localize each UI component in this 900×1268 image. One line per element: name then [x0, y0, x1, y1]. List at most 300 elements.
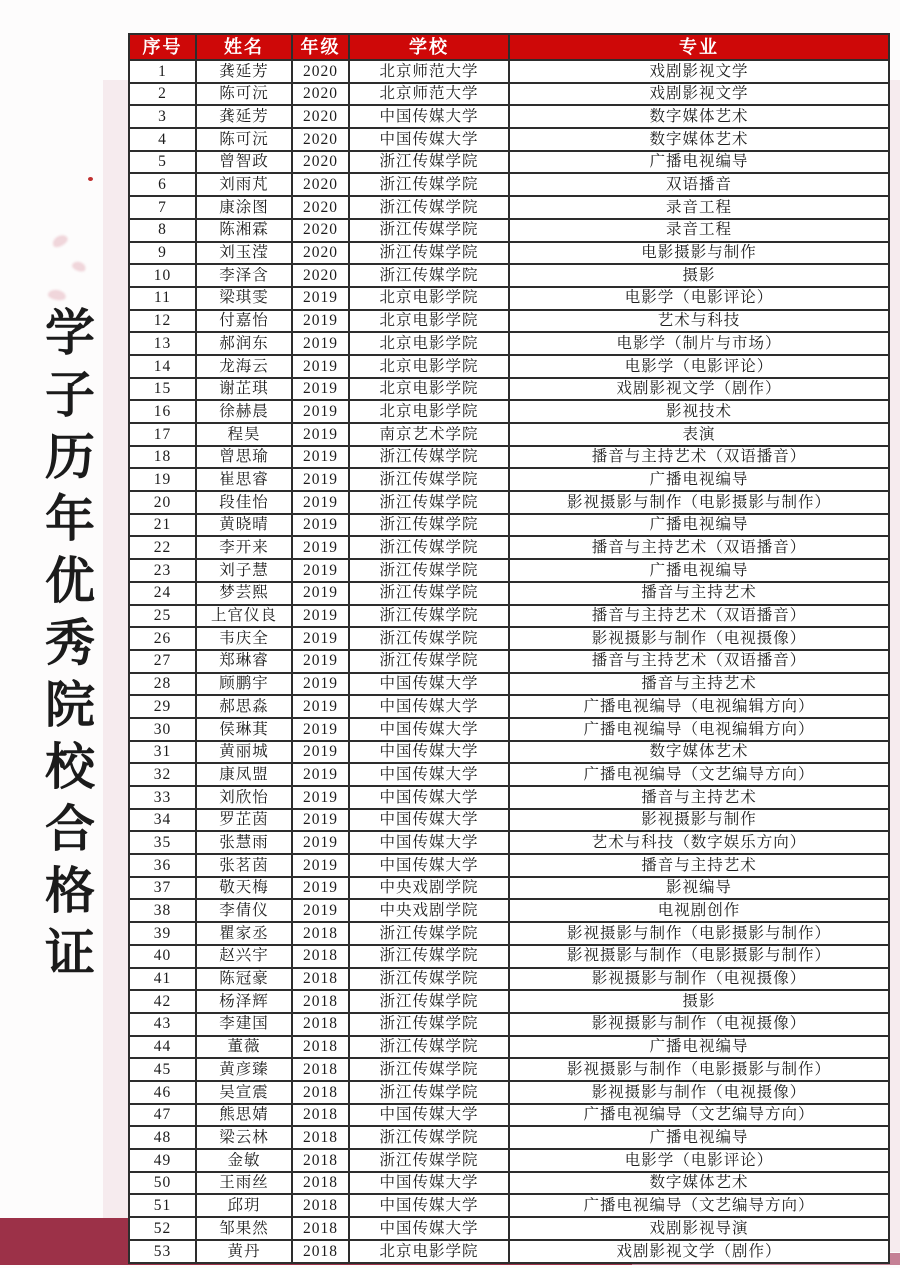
cell-grade: 2019	[292, 536, 349, 559]
cell-grade: 2018	[292, 1240, 349, 1263]
cell-name: 崔思睿	[196, 468, 292, 491]
cell-school: 浙江传媒学院	[349, 491, 509, 514]
cell-name: 董薇	[196, 1036, 292, 1059]
cell-major: 影视摄影与制作（电视摄像）	[509, 1013, 889, 1036]
cell-grade: 2019	[292, 378, 349, 401]
cell-major: 戏剧影视导演	[509, 1217, 889, 1240]
cell-major: 艺术与科技（数字娱乐方向）	[509, 831, 889, 854]
cell-major: 数字媒体艺术	[509, 105, 889, 128]
cell-school: 北京师范大学	[349, 83, 509, 106]
cell-grade: 2019	[292, 605, 349, 628]
cell-name: 熊思婧	[196, 1104, 292, 1127]
cell-index: 41	[129, 968, 196, 991]
table-row	[129, 968, 889, 991]
cell-index: 48	[129, 1126, 196, 1149]
table-row	[129, 718, 889, 741]
table-row	[129, 400, 889, 423]
cell-index: 31	[129, 741, 196, 764]
cell-school: 北京电影学院	[349, 1240, 509, 1263]
cell-name: 吴宣震	[196, 1081, 292, 1104]
cell-name: 曾智政	[196, 151, 292, 174]
cell-index: 9	[129, 242, 196, 265]
petal-decoration	[71, 260, 87, 273]
cell-index: 1	[129, 60, 196, 83]
cell-grade: 2018	[292, 1194, 349, 1217]
cell-grade: 2019	[292, 491, 349, 514]
certificate-table	[128, 33, 890, 1264]
cell-index: 15	[129, 378, 196, 401]
cell-school: 中国传媒大学	[349, 854, 509, 877]
table-row	[129, 990, 889, 1013]
cell-grade: 2019	[292, 718, 349, 741]
cell-major: 影视摄影与制作（电影摄影与制作）	[509, 945, 889, 968]
cell-school: 中国传媒大学	[349, 1172, 509, 1195]
table-row	[129, 1058, 889, 1081]
cell-major: 广播电视编导	[509, 514, 889, 537]
cell-name: 赵兴宇	[196, 945, 292, 968]
cell-grade: 2020	[292, 83, 349, 106]
cell-grade: 2019	[292, 695, 349, 718]
column-header-index: 序号	[129, 34, 196, 60]
cell-major: 戏剧影视文学（剧作）	[509, 378, 889, 401]
cell-major: 戏剧影视文学（剧作）	[509, 1240, 889, 1263]
cell-index: 17	[129, 423, 196, 446]
table-row	[129, 1240, 889, 1263]
cell-major: 影视摄影与制作（电影摄影与制作）	[509, 922, 889, 945]
cell-school: 浙江传媒学院	[349, 1126, 509, 1149]
table-row	[129, 627, 889, 650]
cell-school: 浙江传媒学院	[349, 1058, 509, 1081]
cell-name: 刘子慧	[196, 559, 292, 582]
cell-grade: 2019	[292, 831, 349, 854]
cell-name: 敬天梅	[196, 877, 292, 900]
table-row	[129, 219, 889, 242]
column-header-school: 学校	[349, 34, 509, 60]
cell-name: 顾鹏宇	[196, 673, 292, 696]
cell-school: 北京电影学院	[349, 378, 509, 401]
petal-decoration	[51, 233, 70, 250]
cell-index: 53	[129, 1240, 196, 1263]
cell-grade: 2020	[292, 173, 349, 196]
table-row	[129, 378, 889, 401]
cell-grade: 2019	[292, 809, 349, 832]
cell-name: 陈湘霖	[196, 219, 292, 242]
cell-name: 康凤盟	[196, 763, 292, 786]
cell-name: 邹果然	[196, 1217, 292, 1240]
cell-index: 24	[129, 582, 196, 605]
cell-name: 龙海云	[196, 355, 292, 378]
cell-name: 陈可沅	[196, 128, 292, 151]
cell-school: 浙江传媒学院	[349, 922, 509, 945]
cell-grade: 2019	[292, 332, 349, 355]
cell-school: 北京师范大学	[349, 60, 509, 83]
cell-name: 梁云林	[196, 1126, 292, 1149]
cell-grade: 2019	[292, 627, 349, 650]
cell-name: 康涂图	[196, 196, 292, 219]
cell-name: 陈冠豪	[196, 968, 292, 991]
cell-school: 南京艺术学院	[349, 423, 509, 446]
cell-school: 浙江传媒学院	[349, 536, 509, 559]
cell-name: 郝思淼	[196, 695, 292, 718]
cell-grade: 2018	[292, 990, 349, 1013]
cell-grade: 2020	[292, 105, 349, 128]
cell-index: 14	[129, 355, 196, 378]
table-row	[129, 1126, 889, 1149]
cell-name: 黄晓晴	[196, 514, 292, 537]
cell-index: 22	[129, 536, 196, 559]
table-row	[129, 695, 889, 718]
cell-name: 曾思瑜	[196, 446, 292, 469]
cell-school: 中国传媒大学	[349, 1194, 509, 1217]
cell-grade: 2019	[292, 423, 349, 446]
cell-grade: 2020	[292, 242, 349, 265]
cell-name: 王雨丝	[196, 1172, 292, 1195]
cell-name: 付嘉怡	[196, 310, 292, 333]
cell-school: 浙江传媒学院	[349, 151, 509, 174]
cell-index: 21	[129, 514, 196, 537]
cell-grade: 2018	[292, 1013, 349, 1036]
cell-grade: 2018	[292, 1126, 349, 1149]
cell-school: 北京电影学院	[349, 355, 509, 378]
cell-name: 李开来	[196, 536, 292, 559]
table-row	[129, 196, 889, 219]
cell-major: 播音与主持艺术（双语播音）	[509, 446, 889, 469]
cell-school: 北京电影学院	[349, 287, 509, 310]
cell-school: 浙江传媒学院	[349, 242, 509, 265]
vertical-page-title: 学子历年优秀院校合格证	[38, 306, 94, 988]
table-row	[129, 536, 889, 559]
cell-school: 中国传媒大学	[349, 695, 509, 718]
cell-major: 播音与主持艺术（双语播音）	[509, 536, 889, 559]
cell-name: 罗芷茵	[196, 809, 292, 832]
cell-major: 戏剧影视文学	[509, 60, 889, 83]
cell-major: 播音与主持艺术	[509, 673, 889, 696]
cell-index: 3	[129, 105, 196, 128]
cell-name: 李建国	[196, 1013, 292, 1036]
cell-school: 浙江传媒学院	[349, 264, 509, 287]
table-row	[129, 173, 889, 196]
cell-school: 浙江传媒学院	[349, 514, 509, 537]
cell-index: 37	[129, 877, 196, 900]
table-row	[129, 831, 889, 854]
cell-index: 23	[129, 559, 196, 582]
table-row	[129, 877, 889, 900]
cell-major: 表演	[509, 423, 889, 446]
cell-index: 2	[129, 83, 196, 106]
cell-index: 26	[129, 627, 196, 650]
cell-grade: 2020	[292, 60, 349, 83]
cell-index: 38	[129, 899, 196, 922]
cell-school: 浙江传媒学院	[349, 968, 509, 991]
red-speck-decoration	[88, 177, 93, 181]
table-row	[129, 310, 889, 333]
cell-school: 浙江传媒学院	[349, 605, 509, 628]
cell-name: 段佳怡	[196, 491, 292, 514]
cell-index: 34	[129, 809, 196, 832]
cell-grade: 2020	[292, 196, 349, 219]
cell-major: 电影摄影与制作	[509, 242, 889, 265]
cell-school: 浙江传媒学院	[349, 1036, 509, 1059]
cell-name: 韦庆全	[196, 627, 292, 650]
cell-major: 广播电视编导	[509, 1036, 889, 1059]
cell-index: 5	[129, 151, 196, 174]
cell-name: 郑琳睿	[196, 650, 292, 673]
cell-major: 双语播音	[509, 173, 889, 196]
cell-index: 12	[129, 310, 196, 333]
cell-index: 28	[129, 673, 196, 696]
cell-school: 中国传媒大学	[349, 786, 509, 809]
cell-index: 32	[129, 763, 196, 786]
cell-name: 邱玥	[196, 1194, 292, 1217]
table-row	[129, 763, 889, 786]
table-row	[129, 786, 889, 809]
cell-school: 浙江传媒学院	[349, 650, 509, 673]
column-header-major: 专业	[509, 34, 889, 60]
cell-grade: 2018	[292, 945, 349, 968]
cell-name: 李倩仪	[196, 899, 292, 922]
cell-index: 11	[129, 287, 196, 310]
cell-major: 数字媒体艺术	[509, 1172, 889, 1195]
cell-index: 13	[129, 332, 196, 355]
cell-school: 浙江传媒学院	[349, 468, 509, 491]
cell-school: 浙江传媒学院	[349, 1149, 509, 1172]
cell-major: 影视摄影与制作（电视摄像）	[509, 1081, 889, 1104]
cell-major: 广播电视编导	[509, 559, 889, 582]
cell-index: 49	[129, 1149, 196, 1172]
cell-grade: 2018	[292, 968, 349, 991]
cell-grade: 2019	[292, 514, 349, 537]
cell-index: 25	[129, 605, 196, 628]
table-row	[129, 1172, 889, 1195]
cell-grade: 2020	[292, 264, 349, 287]
cell-grade: 2020	[292, 128, 349, 151]
cell-major: 播音与主持艺术	[509, 786, 889, 809]
table-row	[129, 650, 889, 673]
cell-major: 影视摄影与制作（电视摄像）	[509, 968, 889, 991]
cell-index: 30	[129, 718, 196, 741]
cell-grade: 2018	[292, 1081, 349, 1104]
table-row	[129, 741, 889, 764]
table-row	[129, 264, 889, 287]
table-header-row	[129, 34, 889, 60]
cell-index: 7	[129, 196, 196, 219]
table-row	[129, 242, 889, 265]
table-row	[129, 355, 889, 378]
cell-grade: 2019	[292, 877, 349, 900]
cell-name: 上官仪良	[196, 605, 292, 628]
cell-school: 中国传媒大学	[349, 1104, 509, 1127]
table-row	[129, 514, 889, 537]
cell-major: 播音与主持艺术（双语播音）	[509, 650, 889, 673]
cell-name: 黄彦臻	[196, 1058, 292, 1081]
cell-index: 45	[129, 1058, 196, 1081]
cell-name: 徐赫晨	[196, 400, 292, 423]
cell-grade: 2018	[292, 1217, 349, 1240]
cell-school: 北京电影学院	[349, 400, 509, 423]
cell-name: 金敏	[196, 1149, 292, 1172]
cell-major: 影视摄影与制作（电影摄影与制作）	[509, 1058, 889, 1081]
cell-major: 数字媒体艺术	[509, 741, 889, 764]
cell-major: 戏剧影视文学	[509, 83, 889, 106]
table-row	[129, 673, 889, 696]
cell-grade: 2018	[292, 1036, 349, 1059]
cell-grade: 2019	[292, 854, 349, 877]
cell-name: 梦芸熙	[196, 582, 292, 605]
cell-name: 张茗茵	[196, 854, 292, 877]
cell-grade: 2019	[292, 559, 349, 582]
cell-major: 电影学（电影评论）	[509, 1149, 889, 1172]
cell-name: 程昊	[196, 423, 292, 446]
cell-grade: 2019	[292, 673, 349, 696]
cell-school: 浙江传媒学院	[349, 559, 509, 582]
table-row	[129, 151, 889, 174]
column-header-grade: 年级	[292, 34, 349, 60]
cell-major: 广播电视编导（文艺编导方向）	[509, 763, 889, 786]
table-row	[129, 1217, 889, 1240]
cell-index: 47	[129, 1104, 196, 1127]
cell-grade: 2019	[292, 786, 349, 809]
cell-grade: 2019	[292, 650, 349, 673]
cell-major: 广播电视编导（文艺编导方向）	[509, 1104, 889, 1127]
cell-major: 播音与主持艺术	[509, 582, 889, 605]
table-row	[129, 922, 889, 945]
cell-index: 40	[129, 945, 196, 968]
cell-major: 广播电视编导	[509, 1126, 889, 1149]
cell-grade: 2019	[292, 741, 349, 764]
cell-major: 电影学（电影评论）	[509, 287, 889, 310]
table-row	[129, 1013, 889, 1036]
cell-index: 8	[129, 219, 196, 242]
table-row	[129, 287, 889, 310]
cell-name: 谢芷琪	[196, 378, 292, 401]
cell-name: 瞿家丞	[196, 922, 292, 945]
cell-school: 浙江传媒学院	[349, 1013, 509, 1036]
cell-grade: 2018	[292, 1172, 349, 1195]
cell-major: 广播电视编导	[509, 468, 889, 491]
cell-major: 电影学（制片与市场）	[509, 332, 889, 355]
table-row	[129, 1194, 889, 1217]
cell-school: 浙江传媒学院	[349, 945, 509, 968]
cell-index: 20	[129, 491, 196, 514]
cell-name: 陈可沅	[196, 83, 292, 106]
petal-decoration	[47, 289, 66, 302]
cell-grade: 2019	[292, 355, 349, 378]
cell-school: 中国传媒大学	[349, 763, 509, 786]
cell-school: 浙江传媒学院	[349, 173, 509, 196]
table-row	[129, 899, 889, 922]
cell-grade: 2019	[292, 446, 349, 469]
cell-index: 29	[129, 695, 196, 718]
table-row	[129, 128, 889, 151]
table-row	[129, 559, 889, 582]
table-row	[129, 60, 889, 83]
cell-school: 中国传媒大学	[349, 1217, 509, 1240]
cell-grade: 2018	[292, 1104, 349, 1127]
cell-index: 16	[129, 400, 196, 423]
cell-name: 黄丽城	[196, 741, 292, 764]
cell-grade: 2019	[292, 287, 349, 310]
cell-index: 50	[129, 1172, 196, 1195]
cell-school: 浙江传媒学院	[349, 446, 509, 469]
cell-school: 中央戏剧学院	[349, 877, 509, 900]
cell-major: 播音与主持艺术（双语播音）	[509, 605, 889, 628]
cell-grade: 2018	[292, 1149, 349, 1172]
cell-school: 中国传媒大学	[349, 831, 509, 854]
cell-name: 刘玉滢	[196, 242, 292, 265]
cell-school: 浙江传媒学院	[349, 990, 509, 1013]
table-row	[129, 1081, 889, 1104]
cell-grade: 2018	[292, 1058, 349, 1081]
table-row	[129, 582, 889, 605]
cell-index: 46	[129, 1081, 196, 1104]
cell-index: 52	[129, 1217, 196, 1240]
cell-major: 艺术与科技	[509, 310, 889, 333]
table-row	[129, 491, 889, 514]
cell-major: 电视剧创作	[509, 899, 889, 922]
cell-name: 杨泽辉	[196, 990, 292, 1013]
cell-index: 43	[129, 1013, 196, 1036]
cell-school: 中国传媒大学	[349, 741, 509, 764]
cell-name: 侯琳萁	[196, 718, 292, 741]
cell-major: 广播电视编导（文艺编导方向）	[509, 1194, 889, 1217]
cell-index: 18	[129, 446, 196, 469]
table-row	[129, 83, 889, 106]
cell-major: 影视摄影与制作（电影摄影与制作）	[509, 491, 889, 514]
table-row	[129, 809, 889, 832]
table-row	[129, 605, 889, 628]
cell-index: 42	[129, 990, 196, 1013]
cell-school: 中国传媒大学	[349, 718, 509, 741]
cell-name: 龚延芳	[196, 60, 292, 83]
table-header	[129, 34, 889, 60]
column-header-name: 姓名	[196, 34, 292, 60]
cell-index: 36	[129, 854, 196, 877]
table-row	[129, 1149, 889, 1172]
cell-grade: 2020	[292, 151, 349, 174]
cell-grade: 2019	[292, 468, 349, 491]
cell-major: 广播电视编导	[509, 151, 889, 174]
cell-grade: 2019	[292, 763, 349, 786]
cell-name: 梁琪雯	[196, 287, 292, 310]
cell-major: 影视摄影与制作（电视摄像）	[509, 627, 889, 650]
cell-major: 广播电视编导（电视编辑方向）	[509, 718, 889, 741]
cell-major: 播音与主持艺术	[509, 854, 889, 877]
cell-grade: 2018	[292, 922, 349, 945]
cell-index: 44	[129, 1036, 196, 1059]
cell-school: 浙江传媒学院	[349, 196, 509, 219]
cell-school: 北京电影学院	[349, 310, 509, 333]
cell-index: 39	[129, 922, 196, 945]
table-row	[129, 446, 889, 469]
cell-major: 影视摄影与制作	[509, 809, 889, 832]
cell-school: 浙江传媒学院	[349, 219, 509, 242]
table-row	[129, 854, 889, 877]
cell-index: 4	[129, 128, 196, 151]
cell-school: 浙江传媒学院	[349, 1081, 509, 1104]
cell-grade: 2019	[292, 400, 349, 423]
cell-index: 19	[129, 468, 196, 491]
cell-grade: 2019	[292, 310, 349, 333]
cell-major: 录音工程	[509, 196, 889, 219]
cell-school: 浙江传媒学院	[349, 582, 509, 605]
cell-index: 51	[129, 1194, 196, 1217]
cell-index: 10	[129, 264, 196, 287]
cell-school: 中国传媒大学	[349, 673, 509, 696]
cell-major: 广播电视编导（电视编辑方向）	[509, 695, 889, 718]
cell-school: 中国传媒大学	[349, 105, 509, 128]
table-row	[129, 423, 889, 446]
cell-major: 摄影	[509, 264, 889, 287]
